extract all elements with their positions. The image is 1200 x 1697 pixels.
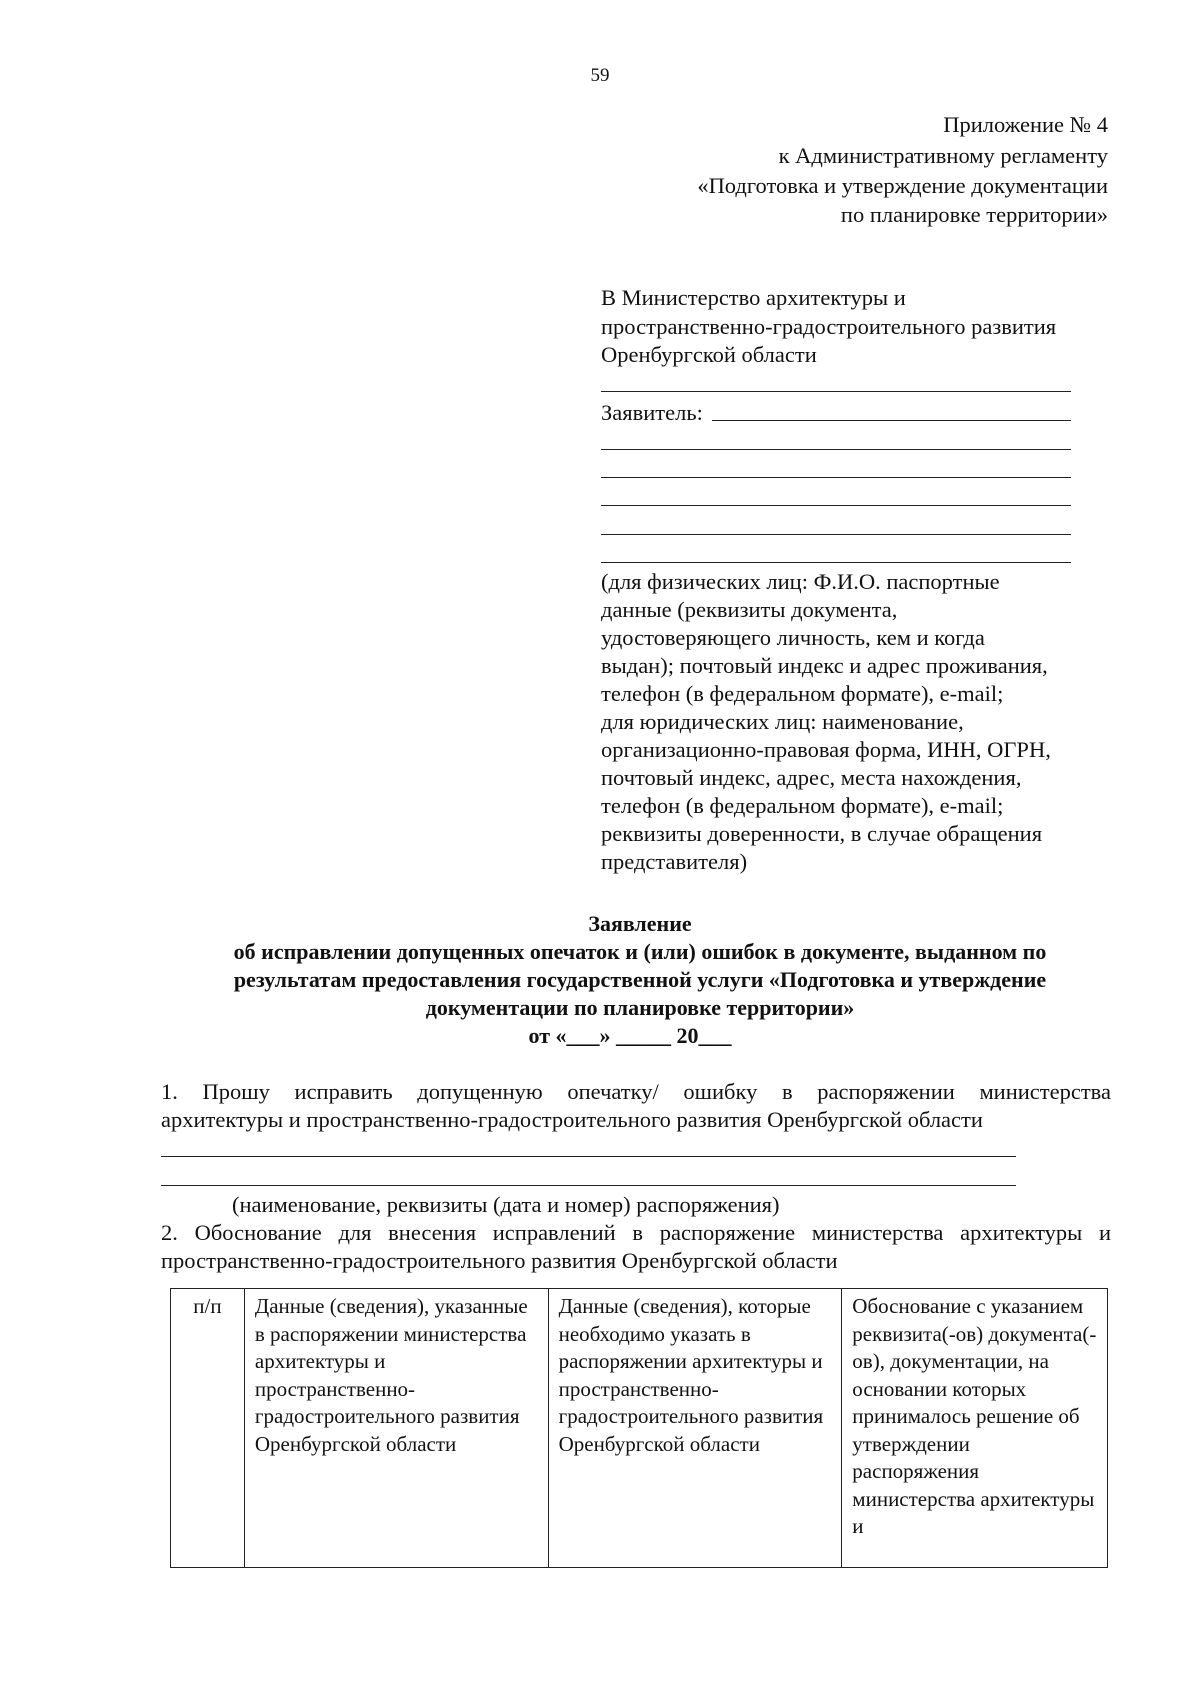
order-details-caption: (наименование, реквизиты (дата и номер) распоряжения) [232, 1192, 780, 1217]
applicant-field-line-3[interactable] [601, 477, 1071, 478]
table-header-cell: Обоснование с указанием реквизита(-ов) документа(-ов), документации, на основании которых принималось решение об утверждении распоряжения министерства архитектуры и [842, 1289, 1108, 1568]
statement-subtitle-line: об исправлении допущенных опечаток и (или) ошибок в документе, выданном по [233, 939, 1047, 964]
addressee-line-1: В Министерство архитектуры и [601, 285, 906, 310]
order-details-line-1[interactable] [161, 1156, 1016, 1157]
appendix-line-4: по планировке территории» [840, 202, 1108, 227]
applicant-field-line-2[interactable] [601, 449, 1071, 450]
table-header-row [171, 1289, 1108, 1568]
page-number: 59 [590, 65, 610, 86]
applicant-hint-line: удостоверяющего личность, кем и когда [601, 625, 985, 650]
applicant-hint-line: представителя) [601, 849, 748, 874]
applicant-hint-line: данные (реквизиты документа, [601, 597, 898, 622]
table-header-cell: Данные (сведения), которые необходимо указать в распоряжении архитектуры и пространственно-градостроительного развития Оренбургской области [548, 1289, 842, 1568]
applicant-hint-line: телефон (в федеральном формате), e-mail; [601, 681, 1004, 706]
table-header-cell: п/п [171, 1289, 245, 1568]
applicant-label: Заявитель: [601, 400, 703, 425]
corrections-table [170, 1288, 1108, 1568]
applicant-hint-line: (для физических лиц: Ф.И.О. паспортные [601, 569, 1000, 594]
applicant-hint-line: организационно-правовая форма, ИНН, ОГРН, [601, 737, 1051, 762]
applicant-field-line-6[interactable] [601, 562, 1071, 563]
applicant-hint-line: для юридических лиц: наименование, [601, 709, 964, 734]
statement-date-line[interactable]: от «___» _____ 20___ [528, 1023, 732, 1048]
order-details-line-2[interactable] [161, 1185, 1016, 1186]
item1-text-line-2: архитектуры и пространственно-градостроительного развития Оренбургской области [161, 1107, 983, 1132]
applicant-hint-line: телефон (в федеральном формате), e-mail; [601, 793, 1004, 818]
statement-subtitle-line: документации по планировке территории» [425, 995, 855, 1020]
appendix-line-1: Приложение № 4 [943, 112, 1108, 137]
table-header-cell: Данные (сведения), указанные в распоряжении министерства архитектуры и пространственно-градостроительного развития Оренбургской области [244, 1289, 548, 1568]
applicant-hint-line: почтовый индекс, адрес, места нахождения, [601, 765, 1022, 790]
item1-text-line-1: 1. Прошу исправить допущенную опечатку/ ошибку в распоряжении министерства [161, 1079, 1111, 1104]
item2-text-line-2: пространственно-градостроительного развития Оренбургской области [161, 1248, 838, 1273]
item2-text-line-1: 2. Обоснование для внесения исправлений в распоряжение министерства архитектуры и [161, 1220, 1111, 1245]
applicant-field-line-4[interactable] [601, 505, 1071, 506]
addressee-line-3: Оренбургской области [601, 342, 817, 367]
applicant-field-line-5[interactable] [601, 534, 1071, 535]
statement-heading: Заявление [588, 911, 692, 936]
applicant-field-line-1[interactable] [712, 420, 1071, 421]
applicant-hint-line: выдан); почтовый индекс и адрес проживания, [601, 653, 1048, 678]
addressee-blank-line[interactable] [601, 391, 1071, 392]
addressee-line-2: пространственно-градостроительного развития [601, 314, 1057, 339]
appendix-line-2: к Административному регламенту [778, 143, 1108, 168]
appendix-line-3: «Подготовка и утверждение документации [697, 173, 1108, 198]
applicant-hint-line: реквизиты доверенности, в случае обращения [601, 821, 1043, 846]
statement-subtitle-line: результатам предоставления государственной услуги «Подготовка и утверждение [233, 967, 1047, 992]
